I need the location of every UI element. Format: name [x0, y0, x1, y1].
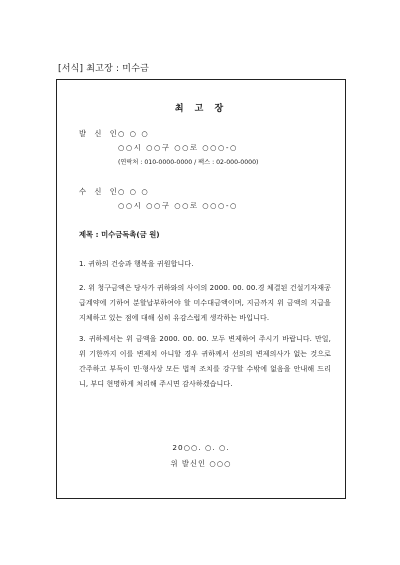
- sender-label: 발 신 인: [79, 129, 120, 138]
- paragraph-2: 2. 위 청구금액은 당사가 귀하와의 사이의 2000. 00. 00.경 체결된 건설기자재공급계약에 기하여 분할납부하여야 할 미수대금액이며, 지금까지 위 금액의 지급을 지체하고 있는 점에 대해 심히 유감스럽게 생각하는 바입니다.: [79, 284, 331, 322]
- recipient-name: ○ ○ ○: [118, 187, 150, 196]
- recipient-label: 수 신 인: [79, 187, 120, 196]
- sender-address: ○○시 ○○구 ○○로 ○○○-○: [118, 143, 238, 152]
- form-caption: [서식] 최고장 : 미수금: [58, 64, 149, 74]
- document-title: 최 고 장: [174, 104, 228, 114]
- sender-name: ○ ○ ○: [118, 129, 150, 138]
- signature-line: 위 발신인 ○○○: [170, 459, 232, 468]
- paragraph-3: 3. 귀하께서는 위 금액을 2000. 00. 00. 모두 변제하여 주시기 바랍니다. 만일, 위 기한까지 이를 변제치 아니할 경우 귀하께서 선의의 변제의사가 없는 것으로 간주하고 부득이 민·형사상 모든 법적 조치를 강구할 수밖에 없음을 안내해 드리니, 부디 현명하게 처리해 주시면 감사하겠습니다.: [79, 335, 331, 388]
- document-date: 20○○. ○. ○.: [172, 443, 230, 452]
- subject-line: 제목 : 미수금독촉(금 원): [79, 230, 160, 239]
- recipient-address: ○○시 ○○구 ○○로 ○○○-○: [118, 201, 238, 210]
- paragraph-1: 1. 귀하의 건승과 행복을 귀원합니다.: [79, 260, 194, 268]
- document-frame: [56, 79, 346, 499]
- sender-contact: (연락처 : 010-0000-0000 / 팩스 : 02-000-0000): [118, 159, 259, 166]
